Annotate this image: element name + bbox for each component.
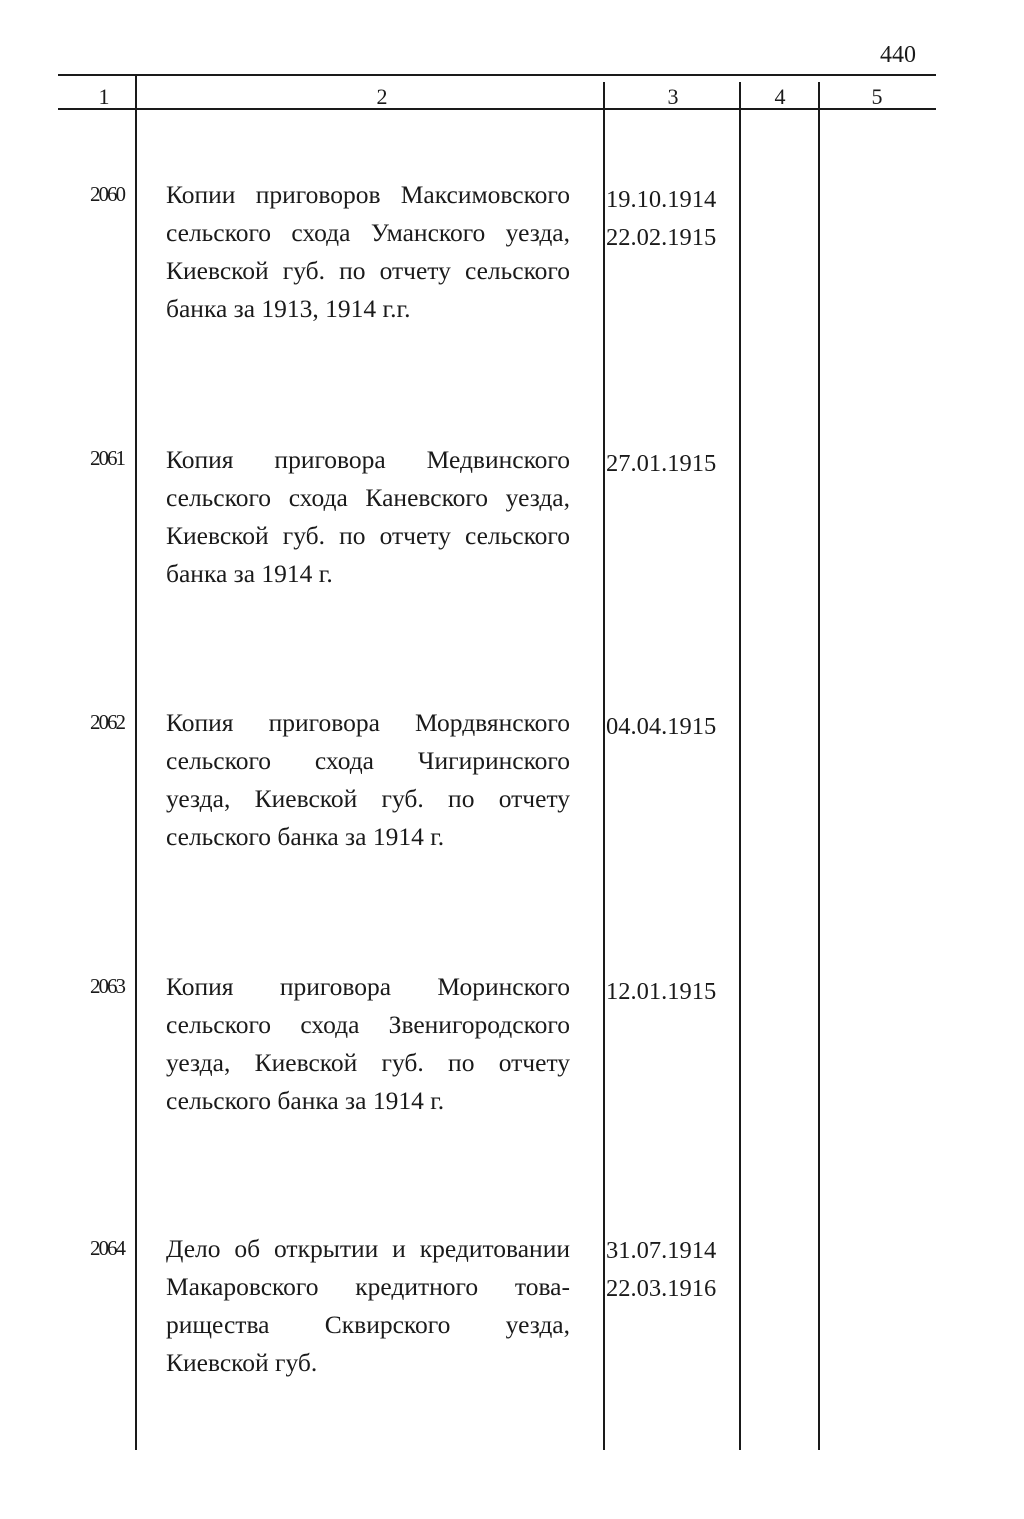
description-line: сельского схода Каневского уезда, [166,483,570,512]
description-line: банка за 1913, 1914 г.г. [166,294,411,323]
description-line: рищества Сквирского уезда, [166,1310,570,1339]
record-number: 2062 [90,710,124,734]
description-line: уезда, Киевской губ. по отчету [166,1048,570,1077]
description-line: Копия приговора Мордвянского [166,708,570,737]
record-dates [606,708,736,746]
date-start: 12.01.1915 [606,978,717,1005]
record-number: 2063 [90,974,124,998]
table-top-rule [58,74,936,76]
date-end: 22.03.1916 [606,1275,717,1302]
column-header-4: 4 [774,84,786,109]
date-end: 22.02.1915 [606,224,717,251]
date-start: 31.07.1914 [606,1237,717,1264]
record-number: 2060 [90,182,124,206]
description-line: уезда, Киевской губ. по отчету [166,784,570,813]
description-line: Дело об открытии и кредитовании [166,1234,570,1263]
column-header-3: 3 [667,84,679,109]
description-line: Копия приговора Медвинского [166,445,570,474]
description-line: сельского схода Уманского уезда, [166,218,570,247]
date-start: 27.01.1915 [606,450,717,477]
description-line: сельского схода Звенигородского [166,1010,570,1039]
column-header-1: 1 [98,84,110,109]
date-start: 19.10.1914 [606,186,717,213]
description-line: Киевской губ. [166,1348,318,1377]
record-description [166,704,570,856]
record-number: 2061 [90,446,124,470]
description-line: Копии приговоров Максимовского [166,180,570,209]
record-description [166,176,570,328]
description-line: сельского схода Чигиринского [166,746,570,775]
record-dates [606,973,736,1011]
column-divider-3 [739,82,741,1450]
record-dates [606,1232,736,1308]
column-divider-2 [603,82,605,1450]
column-header-2: 2 [376,84,388,109]
description-line: Киевской губ. по отчету сельского [166,256,570,285]
record-dates [606,181,736,257]
record-dates [606,445,736,483]
record-description [166,1230,570,1382]
column-divider-4 [818,82,820,1450]
date-start: 04.04.1915 [606,713,717,740]
table-header-rule [58,108,936,110]
record-number: 2064 [90,1236,124,1260]
column-header-5: 5 [871,84,883,109]
record-description [166,441,570,593]
description-line: Киевской губ. по отчету сельского [166,521,570,550]
description-line: Копия приговора Моринского [166,972,570,1001]
description-line: банка за 1914 г. [166,559,333,588]
column-divider-1 [135,74,137,1450]
description-line: сельского банка за 1914 г. [166,822,445,851]
record-description [166,968,570,1120]
description-line: Макаровского кредитного това- [166,1272,570,1301]
description-line: сельского банка за 1914 г. [166,1086,445,1115]
page-number: 440 [880,42,916,68]
